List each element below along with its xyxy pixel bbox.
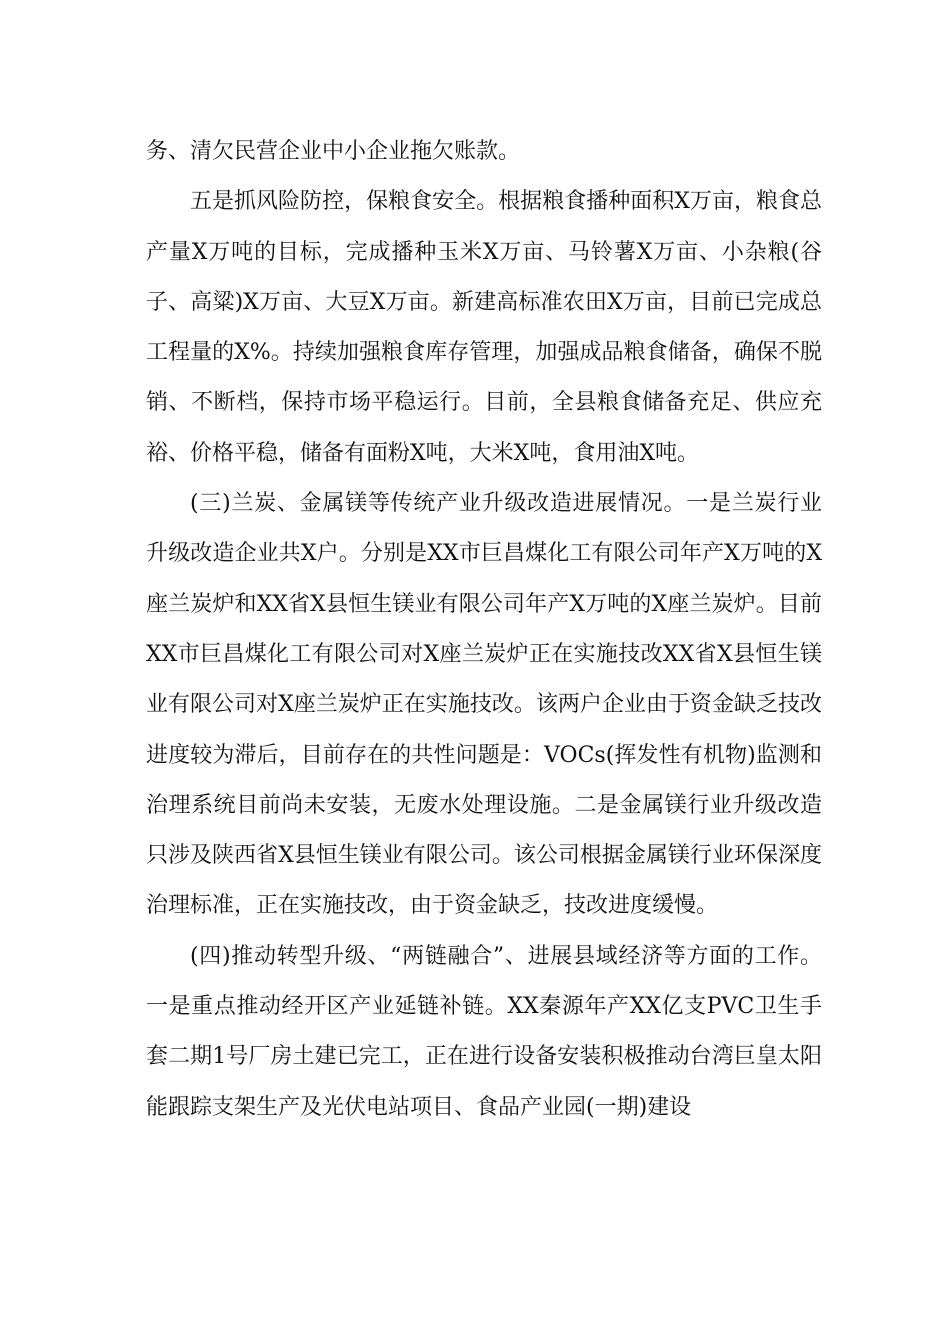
paragraph-continuation: 务、清欠民营企业中小企业拖欠账款。 (146, 139, 521, 164)
document-body (146, 127, 822, 1133)
paragraph-transformation-upgrade: (四)推动转型升级、“两链融合”、进展县域经济等方面的工作。一是重点推动经开区产业延链补链。XX秦源年产XX亿支PVC卫生手套二期1号厂房土建已完工，正在进行设备安装积极推动台湾巨皇太阳能跟踪支架生产及光伏电站项目、食品产业园(一期)建设 (146, 943, 822, 1120)
paragraph-traditional-industry-upgrade: (三)兰炭、金属镁等传统产业升级改造进展情况。一是兰炭行业升级改造企业共X户。分别是XX市巨昌煤化工有限公司年产X万吨的X座兰炭炉和XX省X县恒生镁业有限公司年产X万吨的X座兰炭炉。目前XX市巨昌煤化工有限公司对X座兰炭炉正在实施技改XX省X县恒生镁业有限公司对X座兰炭炉正在实施技改。该两户企业由于资金缺乏技改进度较为滞后，目前存在的共性问题是：VOCs(挥发性有机物)监测和治理系统目前尚未安装，无废水处理设施。二是金属镁行业升级改造只涉及陕西省X县恒生镁业有限公司。该公司根据金属镁行业环保深度治理标准，正在实施技改，由于资金缺乏，技改进度缓慢。 (146, 491, 822, 919)
paragraph-grain-security: 五是抓风险防控，保粮食安全。根据粮食播种面积X万亩，粮食总产量X万吨的目标，完成播种玉米X万亩、马铃薯X万亩、小杂粮(谷子、高粱)X万亩、大豆X万亩。新建高标准农田X万亩，目前已完成总工程量的X%。持续加强粮食库存管理，加强成品粮食储备，确保不脱销、不断档，保持市场平稳运行。目前，全县粮食储备充足、供应充裕、价格平稳，储备有面粉X吨，大米X吨，食用油X吨。 (146, 189, 822, 466)
